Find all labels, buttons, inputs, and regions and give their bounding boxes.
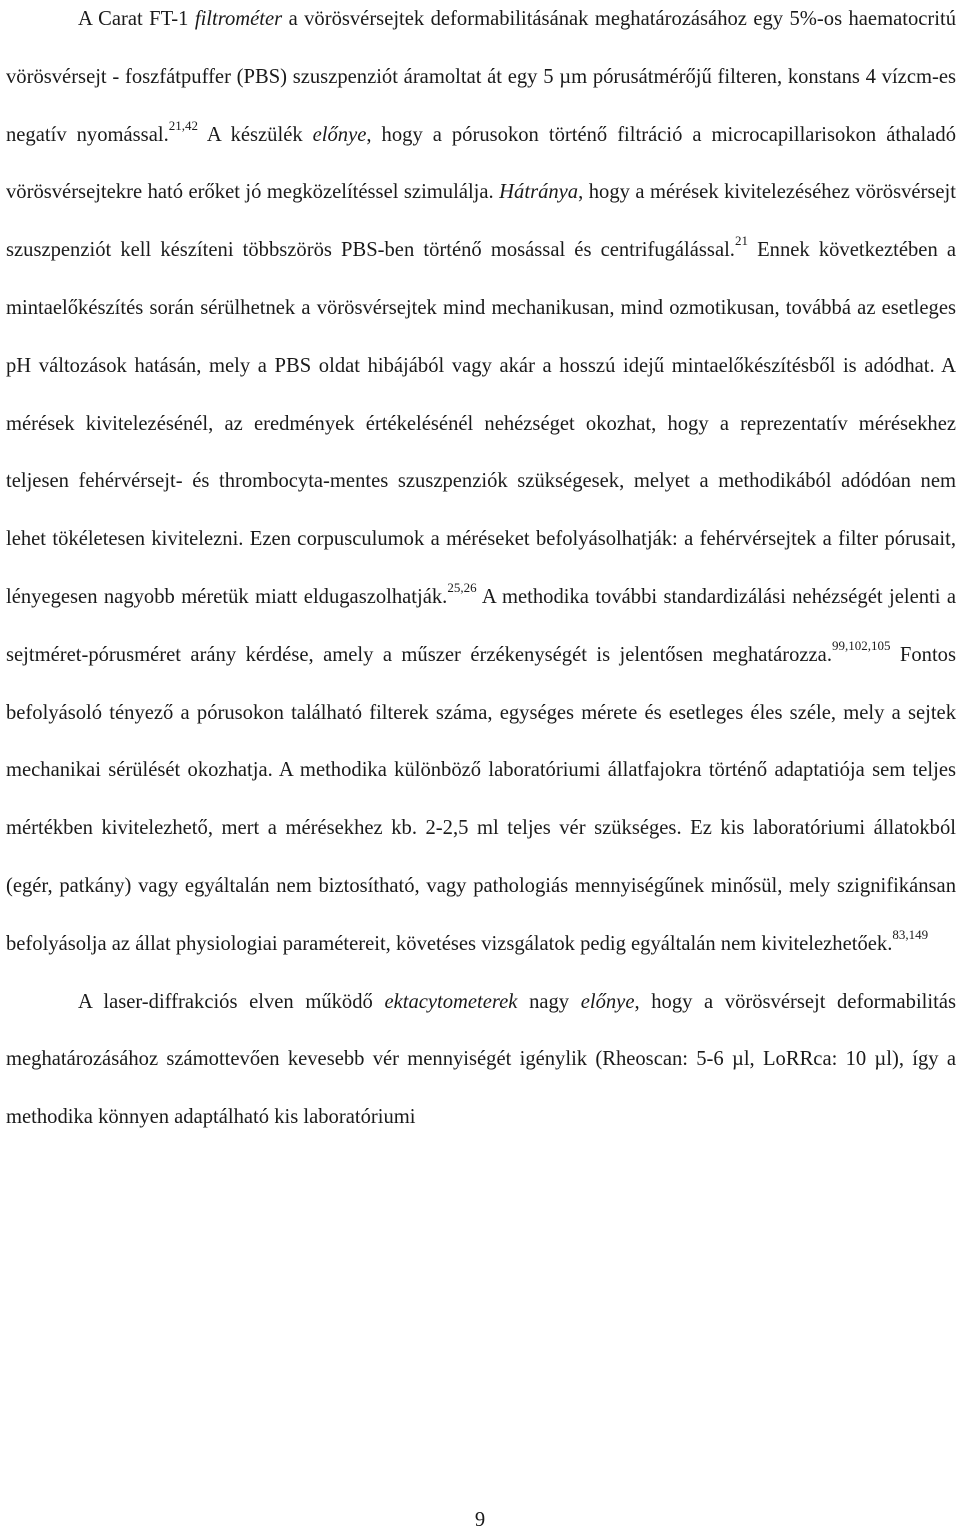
citation-superscript: 21 xyxy=(734,233,748,249)
italic-term: filtrométer xyxy=(194,8,283,30)
text-run: , hogy a pórusokon történő filtráció a microcapillarisokon áthaladó vörösvérsejtekre ható erőket jó megközelítéssel szimulálja. xyxy=(6,123,956,204)
text-run: , hogy a vörösvérsejt deformabilitás meghatározásához számottevően kevesebb vér mennyiségét igénylik (Rheoscan: 5-6 µl, LoRRca: 10 µl), így a methodika könnyen adaptálható kis laboratóriumi xyxy=(6,990,956,1129)
paragraph-filtrometer xyxy=(6,0,956,974)
italic-term: előnye xyxy=(580,990,635,1013)
italic-term: Hátránya xyxy=(499,181,579,204)
paragraph-ektacytometer xyxy=(6,974,956,1147)
page-number: 9 xyxy=(474,1509,486,1531)
text-run: Fontos befolyásoló tényező a pórusokon található filterek száma, egységes mérete és esetleges éles széle, mely a sejtek mechanikai sérülését okozhatja. A methodika különböző laboratóriumi állatfajokra történő adaptatiója sem teljes mértékben kivitelezhető, mert a mérésekhez kb. 2-2,5 ml teljes vér szükséges. Ez kis laboratóriumi állatokból (egér, patkány) vagy egyáltalán nem biztosítható, vagy pathologiás mennyiségűnek minősül, mely szignifikánsan befolyásolja az állat physiologiai paramétereit, követéses vizsgálatok pedig egyáltalán nem kivitelezhetőek. xyxy=(6,643,956,955)
citation-superscript: 99,102,105 xyxy=(831,637,891,653)
document-page xyxy=(6,0,956,1147)
italic-term: előnye xyxy=(312,123,367,146)
text-run: A Carat FT-1 xyxy=(78,8,195,30)
italic-term: ektacytometerek xyxy=(384,990,518,1013)
text-run: a vörösvérsejtek deformabilitásának meghatározásához egy 5%-os haematocritú vörösvérsejt - foszfátpuffer (PBS) szuszpenziót áramoltat át egy 5 µm pórusátmérőjű filteren, konstans 4 vízcm-es negatív nyomással. xyxy=(6,8,956,146)
text-run: A methodika további standardizálási nehézségét jelenti a sejtméret-pórusméret arány kérdése, amely a műszer érzékenységét is jelentősen meghatározza. xyxy=(6,585,956,666)
text-run: A laser-diffrakciós elven működő xyxy=(78,990,385,1013)
citation-superscript: 83,149 xyxy=(892,926,929,942)
citation-superscript: 25,26 xyxy=(447,580,477,596)
citation-superscript: 21,42 xyxy=(168,117,198,133)
text-run: Ennek következtében a mintaelőkészítés során sérülhetnek a vörösvérsejtek mind mechanikusan, mind ozmotikusan, továbbá az esetleges pH változások hatásán, mely a PBS oldat hibájából vagy akár a hosszú idejű mintaelőkészítésből is adódhat. A mérések kivitelezésénél, az eredmények értékelésénél nehézséget okozhat, hogy a reprezentatív mérésekhez teljesen fehérvérsejt- és thrombocyta-mentes szuszpenziók szükségesek, melyet a methodikából adódóan nem lehet tökéletesen kivitelezni. Ezen corpusculumok a méréseket befolyásolhatják: a fehérvérsejtek a filter pórusait, lényegesen nagyobb méretük miatt eldugaszolhatják. xyxy=(6,239,957,608)
text-run: nagy xyxy=(517,990,581,1013)
text-run: , hogy a mérések kivitelezéséhez vörösvérsejt szuszpenziót kell készíteni többszörös PBS-ben történő mosással és centrifugálással. xyxy=(6,181,956,262)
text-run: A készülék xyxy=(197,123,313,146)
